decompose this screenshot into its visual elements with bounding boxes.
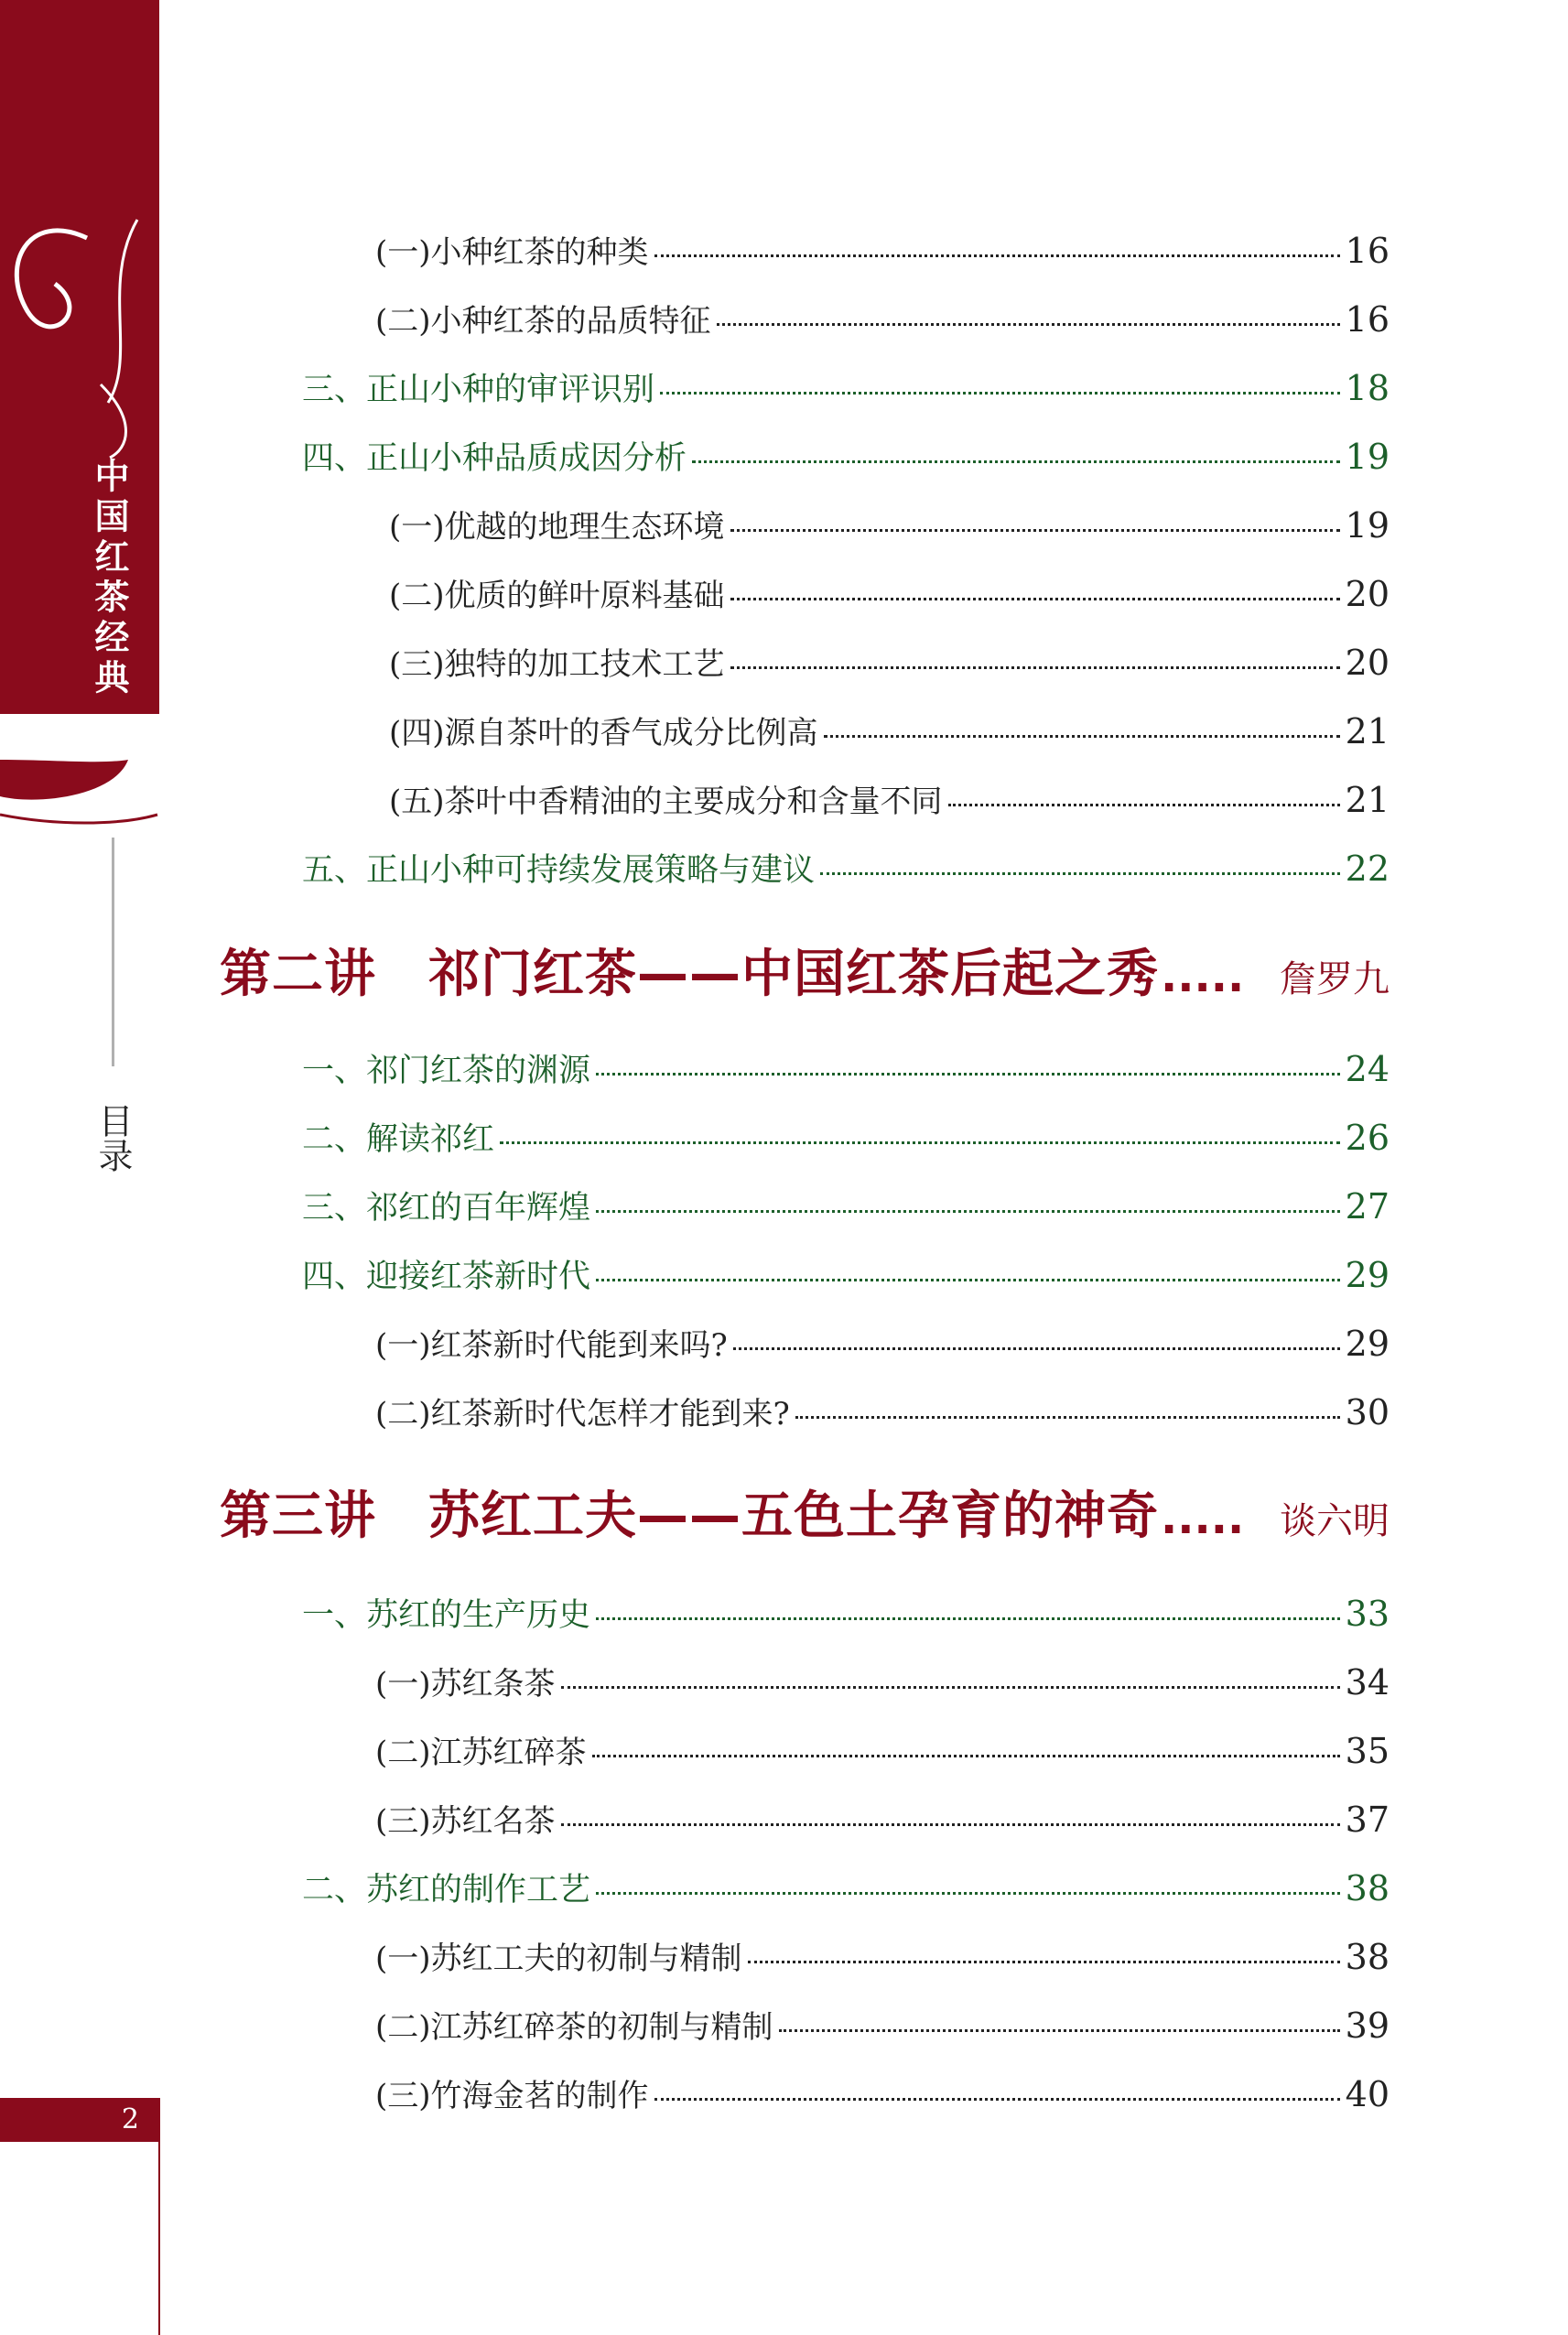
toc-subsection-row[interactable] bbox=[0, 1796, 1390, 1841]
toc-entry-title: 四、正山小种品质成因分析 bbox=[302, 440, 687, 477]
toc-page-number: 33 bbox=[1345, 1594, 1390, 1634]
dot-leader bbox=[561, 1823, 1340, 1826]
dot-leader bbox=[660, 392, 1340, 395]
toc-page-number: 22 bbox=[1345, 849, 1390, 889]
dot-leader bbox=[596, 1210, 1340, 1213]
toc-section-row[interactable] bbox=[0, 845, 1390, 891]
dot-leader bbox=[824, 735, 1340, 738]
toc-section-row[interactable] bbox=[0, 1183, 1390, 1228]
toc-section-row[interactable] bbox=[0, 1865, 1390, 1910]
toc-page-number: 30 bbox=[1345, 1392, 1390, 1432]
dot-leader bbox=[654, 2098, 1340, 2101]
chapter-title: 第三讲 苏红工夫——五色土孕育的神奇 bbox=[220, 1486, 1159, 1546]
chapter-title: 第二讲 祁门红茶——中国红茶后起之秀 bbox=[220, 945, 1159, 1004]
toc-entry-title: 二、苏红的制作工艺 bbox=[302, 1872, 591, 1908]
toc-entry-title: 三、正山小种的审评识别 bbox=[302, 372, 655, 408]
toc-entry-title: (二)小种红茶的品质特征 bbox=[375, 303, 711, 340]
toc-entry-title: (三)竹海金茗的制作 bbox=[375, 2078, 649, 2114]
dot-leader bbox=[596, 1073, 1340, 1076]
toc-page-number: 39 bbox=[1345, 2005, 1390, 2046]
toc-page-number: 16 bbox=[1345, 299, 1390, 340]
dot-leader bbox=[948, 804, 1340, 806]
toc-entry-title: 五、正山小种可持续发展策略与建议 bbox=[302, 852, 816, 889]
toc-page-number: 38 bbox=[1345, 1937, 1390, 1977]
toc-page-number: 18 bbox=[1345, 368, 1390, 408]
toc-subsection-row[interactable] bbox=[0, 1320, 1390, 1365]
toc-entry-title: (二)江苏红碎茶的初制与精制 bbox=[375, 2009, 773, 2046]
toc-page-number: 21 bbox=[1345, 711, 1390, 751]
page-number: 2 bbox=[121, 2103, 139, 2135]
toc-page-number: 34 bbox=[1345, 1662, 1390, 1703]
toc-page-number: 27 bbox=[1345, 1186, 1390, 1227]
toc-entry-title: (一)苏红工夫的初制与精制 bbox=[375, 1940, 742, 1977]
toc-page-number: 24 bbox=[1345, 1049, 1390, 1089]
toc-entry-title: (三)苏红名茶 bbox=[375, 1803, 556, 1840]
toc-entry-title: (二)红茶新时代怎样才能到来? bbox=[375, 1396, 790, 1432]
dot-leader bbox=[561, 1686, 1340, 1689]
toc-page-number: 26 bbox=[1345, 1118, 1390, 1158]
toc-section-row[interactable] bbox=[0, 1251, 1390, 1297]
toc-entry-title: (二)江苏红碎茶 bbox=[375, 1735, 587, 1771]
toc-page-number: 40 bbox=[1345, 2074, 1390, 2114]
toc-page-number: 20 bbox=[1345, 574, 1390, 614]
dot-leader bbox=[692, 460, 1340, 463]
toc-subsection-row[interactable] bbox=[0, 2002, 1390, 2047]
toc-page-number: 19 bbox=[1345, 437, 1390, 477]
toc-page-number: 21 bbox=[1345, 780, 1390, 820]
series-title: 中国红茶经典 bbox=[89, 458, 129, 699]
dot-leader bbox=[596, 1892, 1340, 1895]
dot-leader bbox=[820, 872, 1340, 875]
section-label: 目录 bbox=[92, 1103, 133, 1173]
dot-leader bbox=[592, 1755, 1340, 1757]
dot-leader bbox=[748, 1961, 1340, 1963]
toc-subsection-row[interactable] bbox=[0, 1727, 1390, 1772]
chapter-leader: ..... bbox=[1161, 1493, 1245, 1544]
toc-subsection-row[interactable] bbox=[0, 502, 1390, 546]
dot-leader bbox=[730, 529, 1340, 532]
dot-leader bbox=[654, 254, 1340, 257]
toc-entry-title: (四)源自茶叶的香气成分比例高 bbox=[389, 715, 818, 751]
toc-section-row[interactable] bbox=[0, 1045, 1390, 1091]
toc-chapter-row[interactable] bbox=[220, 1476, 1390, 1549]
chapter-leader: ..... bbox=[1161, 951, 1245, 1002]
dot-leader bbox=[717, 323, 1340, 326]
toc-subsection-row[interactable] bbox=[0, 776, 1390, 821]
toc-page-number: 29 bbox=[1345, 1324, 1390, 1364]
chapter-author: 詹罗九 bbox=[1280, 958, 1390, 1000]
toc-page-number: 16 bbox=[1345, 231, 1390, 271]
toc-page-number: 37 bbox=[1345, 1800, 1390, 1840]
toc-page-number: 38 bbox=[1345, 1868, 1390, 1908]
toc-entry-title: (五)茶叶中香精油的主要成分和含量不同 bbox=[389, 784, 943, 820]
dot-leader bbox=[730, 666, 1340, 669]
toc-subsection-row[interactable] bbox=[0, 1933, 1390, 1978]
toc-section-row[interactable] bbox=[0, 364, 1390, 410]
dot-leader bbox=[795, 1416, 1340, 1419]
toc-page-number: 29 bbox=[1345, 1255, 1390, 1295]
dot-leader bbox=[779, 2029, 1340, 2032]
dot-leader bbox=[500, 1141, 1340, 1144]
dot-leader bbox=[596, 1617, 1340, 1620]
toc-section-row[interactable] bbox=[0, 433, 1390, 479]
dot-leader bbox=[733, 1347, 1340, 1350]
chapter-author: 谈六明 bbox=[1280, 1500, 1390, 1542]
toc-page-number: 20 bbox=[1345, 643, 1390, 683]
toc-chapter-row[interactable] bbox=[220, 934, 1390, 1007]
toc-page-number: 35 bbox=[1345, 1731, 1390, 1771]
toc-entry-title: (一)苏红条茶 bbox=[375, 1666, 556, 1703]
toc-subsection-row[interactable] bbox=[0, 708, 1390, 752]
toc-entry-title: 一、祁门红茶的渊源 bbox=[302, 1053, 591, 1089]
toc-subsection-row[interactable] bbox=[0, 639, 1390, 684]
toc-subsection-row[interactable] bbox=[0, 570, 1390, 615]
toc-entry-title: (一)优越的地理生态环境 bbox=[389, 509, 725, 546]
toc-section-row[interactable] bbox=[0, 1114, 1390, 1160]
toc-entry-title: (一)红茶新时代能到来吗? bbox=[375, 1327, 728, 1364]
toc-subsection-row[interactable] bbox=[0, 1389, 1390, 1433]
toc-subsection-row[interactable] bbox=[0, 2070, 1390, 2115]
toc-entry-title: (二)优质的鲜叶原料基础 bbox=[389, 578, 725, 614]
toc-subsection-row[interactable] bbox=[0, 227, 1390, 272]
toc-entry-title: 三、祁红的百年辉煌 bbox=[302, 1190, 591, 1227]
toc-entry-title: 一、苏红的生产历史 bbox=[302, 1597, 591, 1634]
toc-entry-title: (三)独特的加工技术工艺 bbox=[389, 646, 725, 683]
dot-leader bbox=[730, 598, 1340, 600]
toc-page-number: 19 bbox=[1345, 505, 1390, 546]
toc-section-row[interactable] bbox=[0, 1590, 1390, 1636]
dot-leader bbox=[596, 1279, 1340, 1281]
toc-entry-title: (一)小种红茶的种类 bbox=[375, 234, 649, 271]
toc-subsection-row[interactable] bbox=[0, 296, 1390, 341]
toc-subsection-row[interactable] bbox=[0, 1659, 1390, 1703]
toc-entry-title: 四、迎接红茶新时代 bbox=[302, 1259, 591, 1295]
toc-entry-title: 二、解读祁红 bbox=[302, 1121, 495, 1158]
